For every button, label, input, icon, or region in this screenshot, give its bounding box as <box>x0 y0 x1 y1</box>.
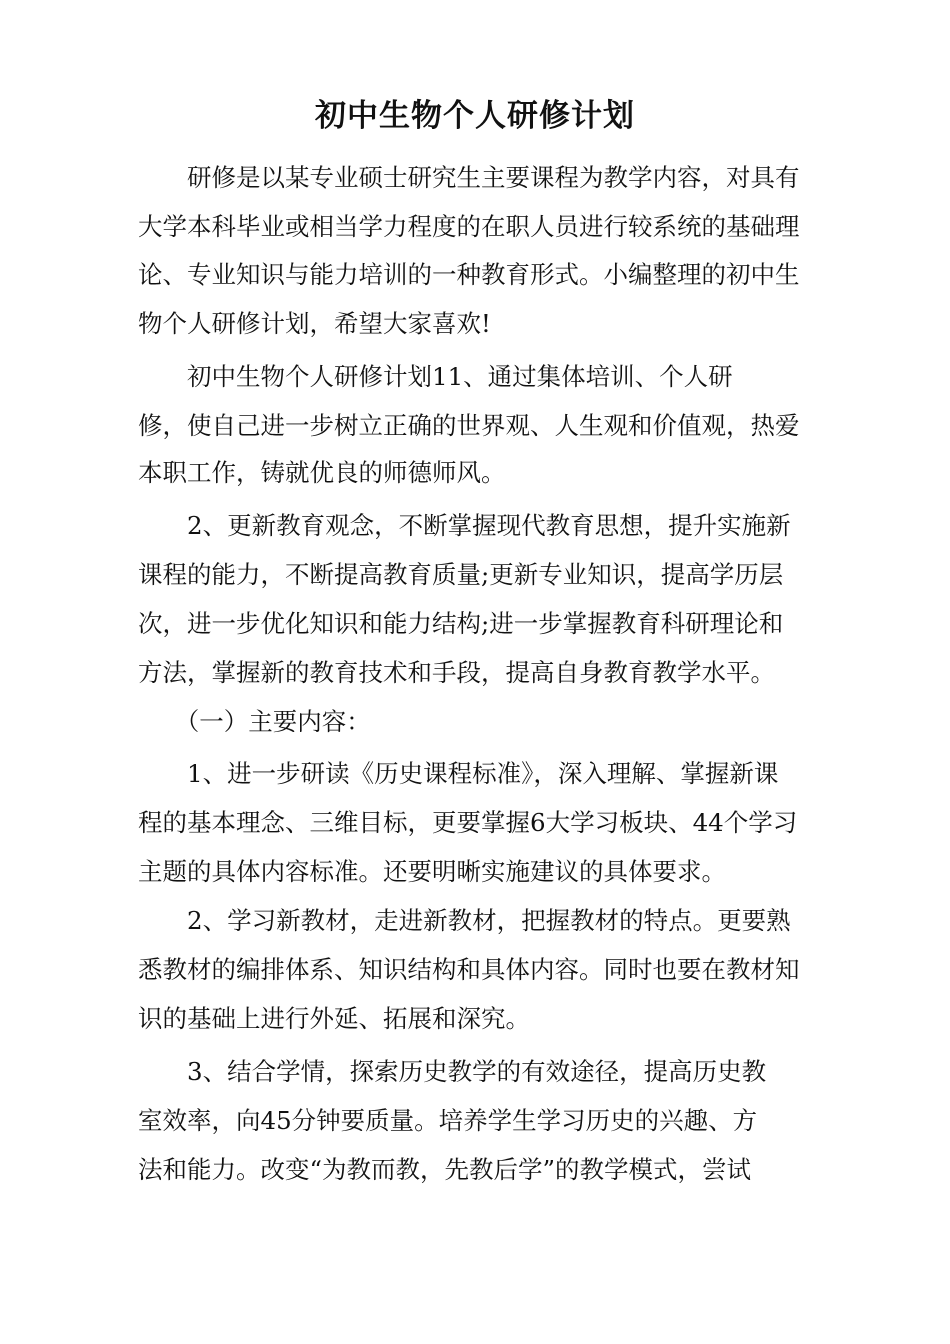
body-line: 课程的能力，不断提高教育质量;更新专业知识，提高学历层 <box>138 560 784 589</box>
body-line: 2、更新教育观念，不断掌握现代教育思想，提升实施新 <box>138 511 791 540</box>
body-line: 1、进一步研读《历史课程标准》，深入理解、掌握新课 <box>138 759 779 788</box>
body-line: 初中生物个人研修计划11、通过集体培训、个人研 <box>138 362 733 391</box>
body-line: 识的基础上进行外延、拓展和深究。 <box>138 1004 530 1033</box>
body-line: 悉教材的编排体系、知识结构和具体内容。同时也要在教材知 <box>138 955 800 984</box>
section-heading: （一）主要内容： <box>138 707 371 736</box>
body-line: 物个人研修计划，希望大家喜欢! <box>138 309 491 338</box>
body-line: 本职工作，铸就优良的师德师风。 <box>138 458 506 487</box>
body-line: 大学本科毕业或相当学力程度的在职人员进行较系统的基础理 <box>138 212 800 241</box>
body-line: 3、结合学情，探索历史教学的有效途径，提高历史教 <box>138 1057 767 1086</box>
document-title: 初中生物个人研修计划 <box>315 98 635 134</box>
body-line: 2、学习新教材，走进新教材，把握教材的特点。更要熟 <box>138 906 791 935</box>
body-line: 研修是以某专业硕士研究生主要课程为教学内容，对具有 <box>138 163 800 192</box>
body-line: 法和能力。改变“为教而教，先教后学”的教学模式，尝试 <box>138 1155 752 1184</box>
body-line: 方法，掌握新的教育技术和手段，提高自身教育教学水平。 <box>138 658 775 687</box>
body-line: 修，使自己进一步树立正确的世界观、人生观和价值观，热爱 <box>138 411 800 440</box>
body-line: 次，进一步优化知识和能力结构;进一步掌握教育科研理论和 <box>138 609 784 638</box>
body-line: 室效率，向45分钟要质量。培养学生学习历史的兴趣、方 <box>138 1106 758 1135</box>
body-line: 主题的具体内容标准。还要明晰实施建议的具体要求。 <box>138 857 726 886</box>
body-line: 程的基本理念、三维目标，更要掌握6大学习板块、44个学习 <box>138 808 798 837</box>
body-line: 论、专业知识与能力培训的一种教育形式。小编整理的初中生 <box>138 260 800 289</box>
